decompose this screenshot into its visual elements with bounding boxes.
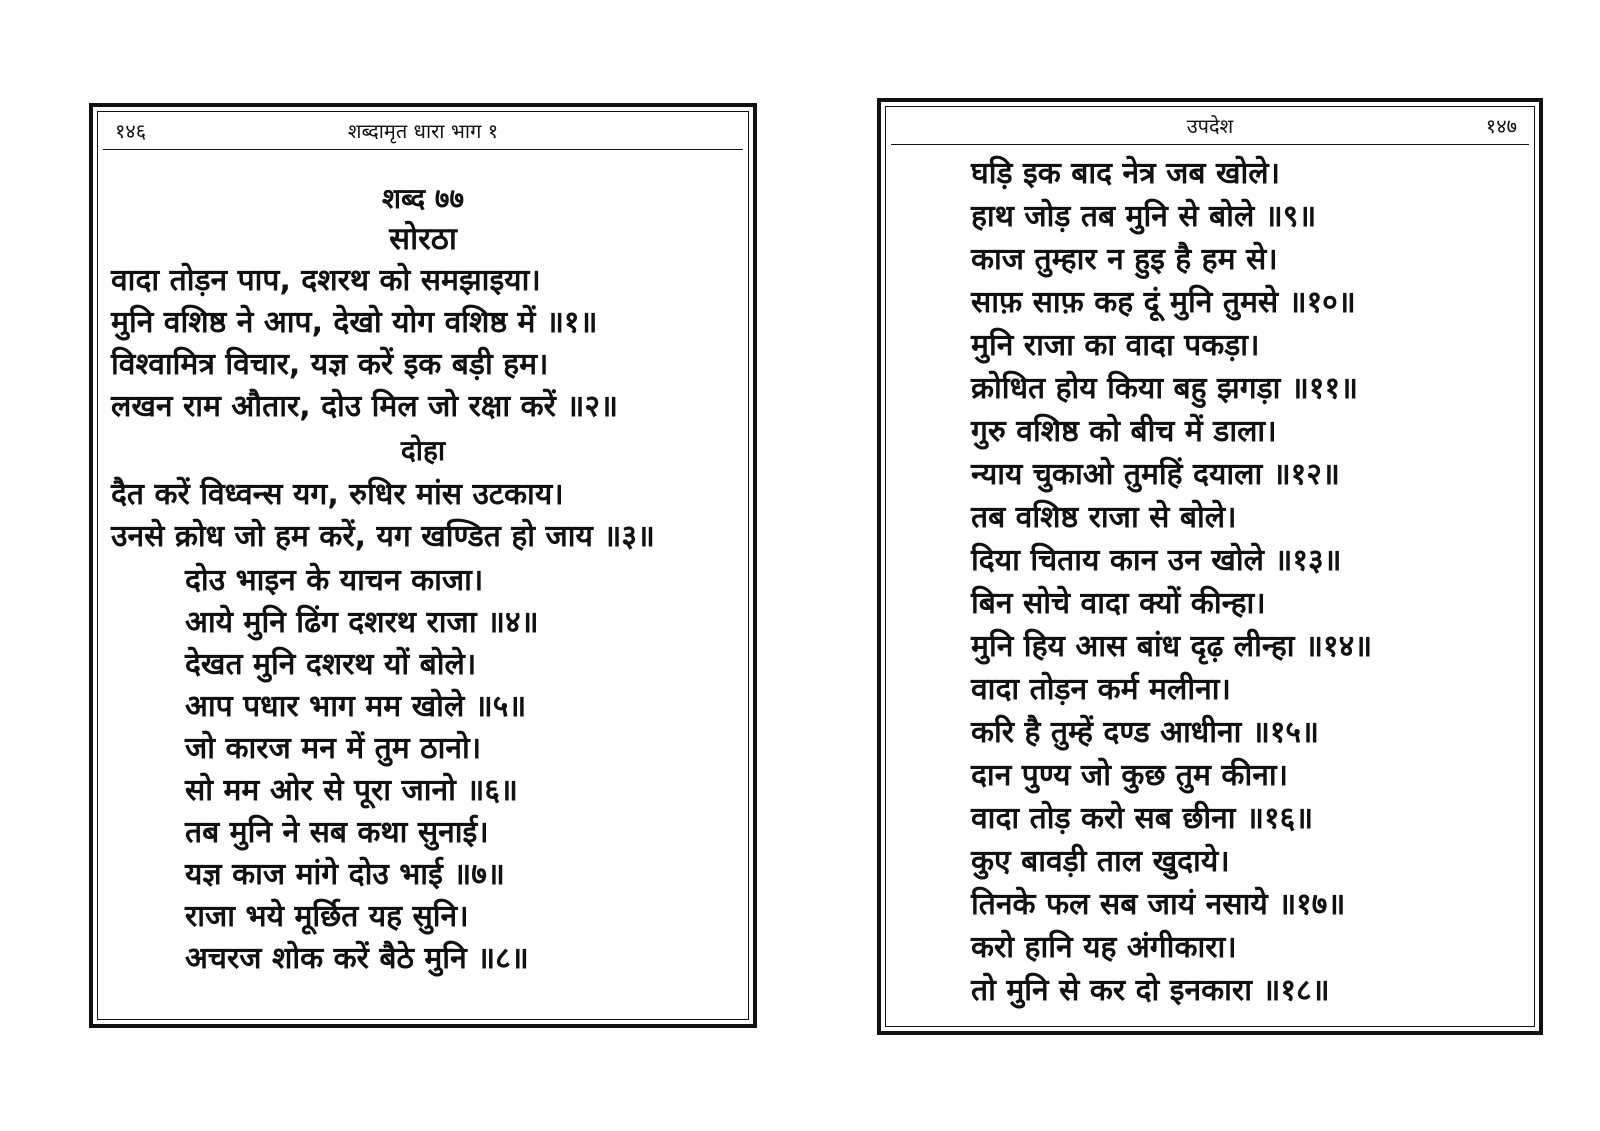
verse-line: करो हानि यह अंगीकारा। <box>971 930 1237 965</box>
doha-line: दैत करें विध्वन्स यग, रुधिर मांस उटकाय। <box>111 477 564 512</box>
section-heading-sortha: सोरठा <box>389 221 457 257</box>
chaupai-line: दोउ भाइन के याचन काजा। <box>185 563 484 598</box>
verse-line: वादा तोड़न कर्म मलीना। <box>971 672 1231 707</box>
sortha-line: विश्वामित्र विचार, यज्ञ करें इक बड़ी हम। <box>111 347 549 382</box>
verse-line: दिया चिताय कान उन खोले ॥१३॥ <box>971 543 1342 578</box>
chaupai-line: देखत मुनि दशरथ यों बोले। <box>185 647 477 682</box>
left-page-header <box>103 113 743 150</box>
doha-line: उनसे क्रोध जो हम करें, यग खण्डित हो जाय ॥३॥ <box>111 519 655 554</box>
verse-line: हाथ जोड़ तब मुनि से बोले ॥९॥ <box>971 199 1317 234</box>
verse-line: मुनि राजा का वादा पकड़ा। <box>971 328 1260 363</box>
chaupai-line: यज्ञ काज मांगे दोउ भाई ॥७॥ <box>185 857 505 892</box>
chaupai-line: आये मुनि ढिंग दशरथ राजा ॥४॥ <box>185 605 539 640</box>
right-page-header <box>891 108 1529 145</box>
sortha-line: वादा तोड़न पाप, दशरथ को समझाइया। <box>111 263 541 298</box>
verse-line: तो मुनि से कर दो इनकारा ॥१८॥ <box>971 973 1330 1008</box>
chaupai-line: राजा भये मूर्छित यह सुनि। <box>185 899 469 934</box>
verse-line: मुनि हिय आस बांध दृढ़ लीन्हा ॥१४॥ <box>971 629 1373 664</box>
verse-line: काज तुम्हार न हुइ है हम से। <box>971 242 1278 277</box>
chaupai-line: जो कारज मन में तुम ठानो। <box>185 731 482 766</box>
verse-line: कुए बावड़ी ताल खुदाये। <box>971 844 1230 879</box>
verse-line: गुरु वशिष्ठ को बीच में डाला। <box>971 414 1277 449</box>
verse-line: न्याय चुकाओ तुमहिं दयाला ॥१२॥ <box>971 457 1340 492</box>
verse-line: वादा तोड़ करो सब छीना ॥१६॥ <box>971 801 1314 836</box>
verse-line: बिन सोचे वादा क्यों कीन्हा। <box>971 586 1266 621</box>
right-page-number: १४७ <box>1485 114 1517 138</box>
verse-line: क्रोधित होय किया बहु झगड़ा ॥११॥ <box>971 371 1359 406</box>
right-page <box>877 98 1543 1035</box>
left-page-number: १४६ <box>115 119 147 143</box>
chaupai-line: अचरज शोक करें बैठे मुनि ॥८॥ <box>185 941 529 976</box>
shabd-heading: शब्द ७७ <box>381 182 465 215</box>
verse-line: घड़ि इक बाद नेत्र जब खोले। <box>971 156 1280 191</box>
verse-line: तिनके फल सब जायं नसाये ॥१७॥ <box>971 887 1346 922</box>
left-page <box>89 103 757 1028</box>
left-page-header-title: शब्दामृत धारा भाग १ <box>347 119 499 143</box>
verse-line: दान पुण्य जो कुछ तुम कीना। <box>971 758 1289 793</box>
verse-line: साफ़ साफ़ कह दूं मुनि तुमसे ॥१०॥ <box>971 285 1356 320</box>
chaupai-line: तब मुनि ने सब कथा सुनाई। <box>185 815 489 850</box>
sortha-line: लखन राम औतार, दोउ मिल जो रक्षा करें ॥२॥ <box>111 389 618 424</box>
verse-line: तब वशिष्ठ राजा से बोले। <box>971 500 1237 535</box>
right-page-header-title: उपदेश <box>1186 114 1234 138</box>
section-heading-doha: दोहा <box>400 434 446 467</box>
sortha-line: मुनि वशिष्ठ ने आप, देखो योग वशिष्ठ में ॥१॥ <box>111 305 598 340</box>
chaupai-line: सो मम ओर से पूरा जानो ॥६॥ <box>185 773 518 808</box>
chaupai-line: आप पधार भाग मम खोले ॥५॥ <box>185 689 527 724</box>
verse-line: करि है तुम्हें दण्ड आधीना ॥१५॥ <box>971 715 1319 750</box>
